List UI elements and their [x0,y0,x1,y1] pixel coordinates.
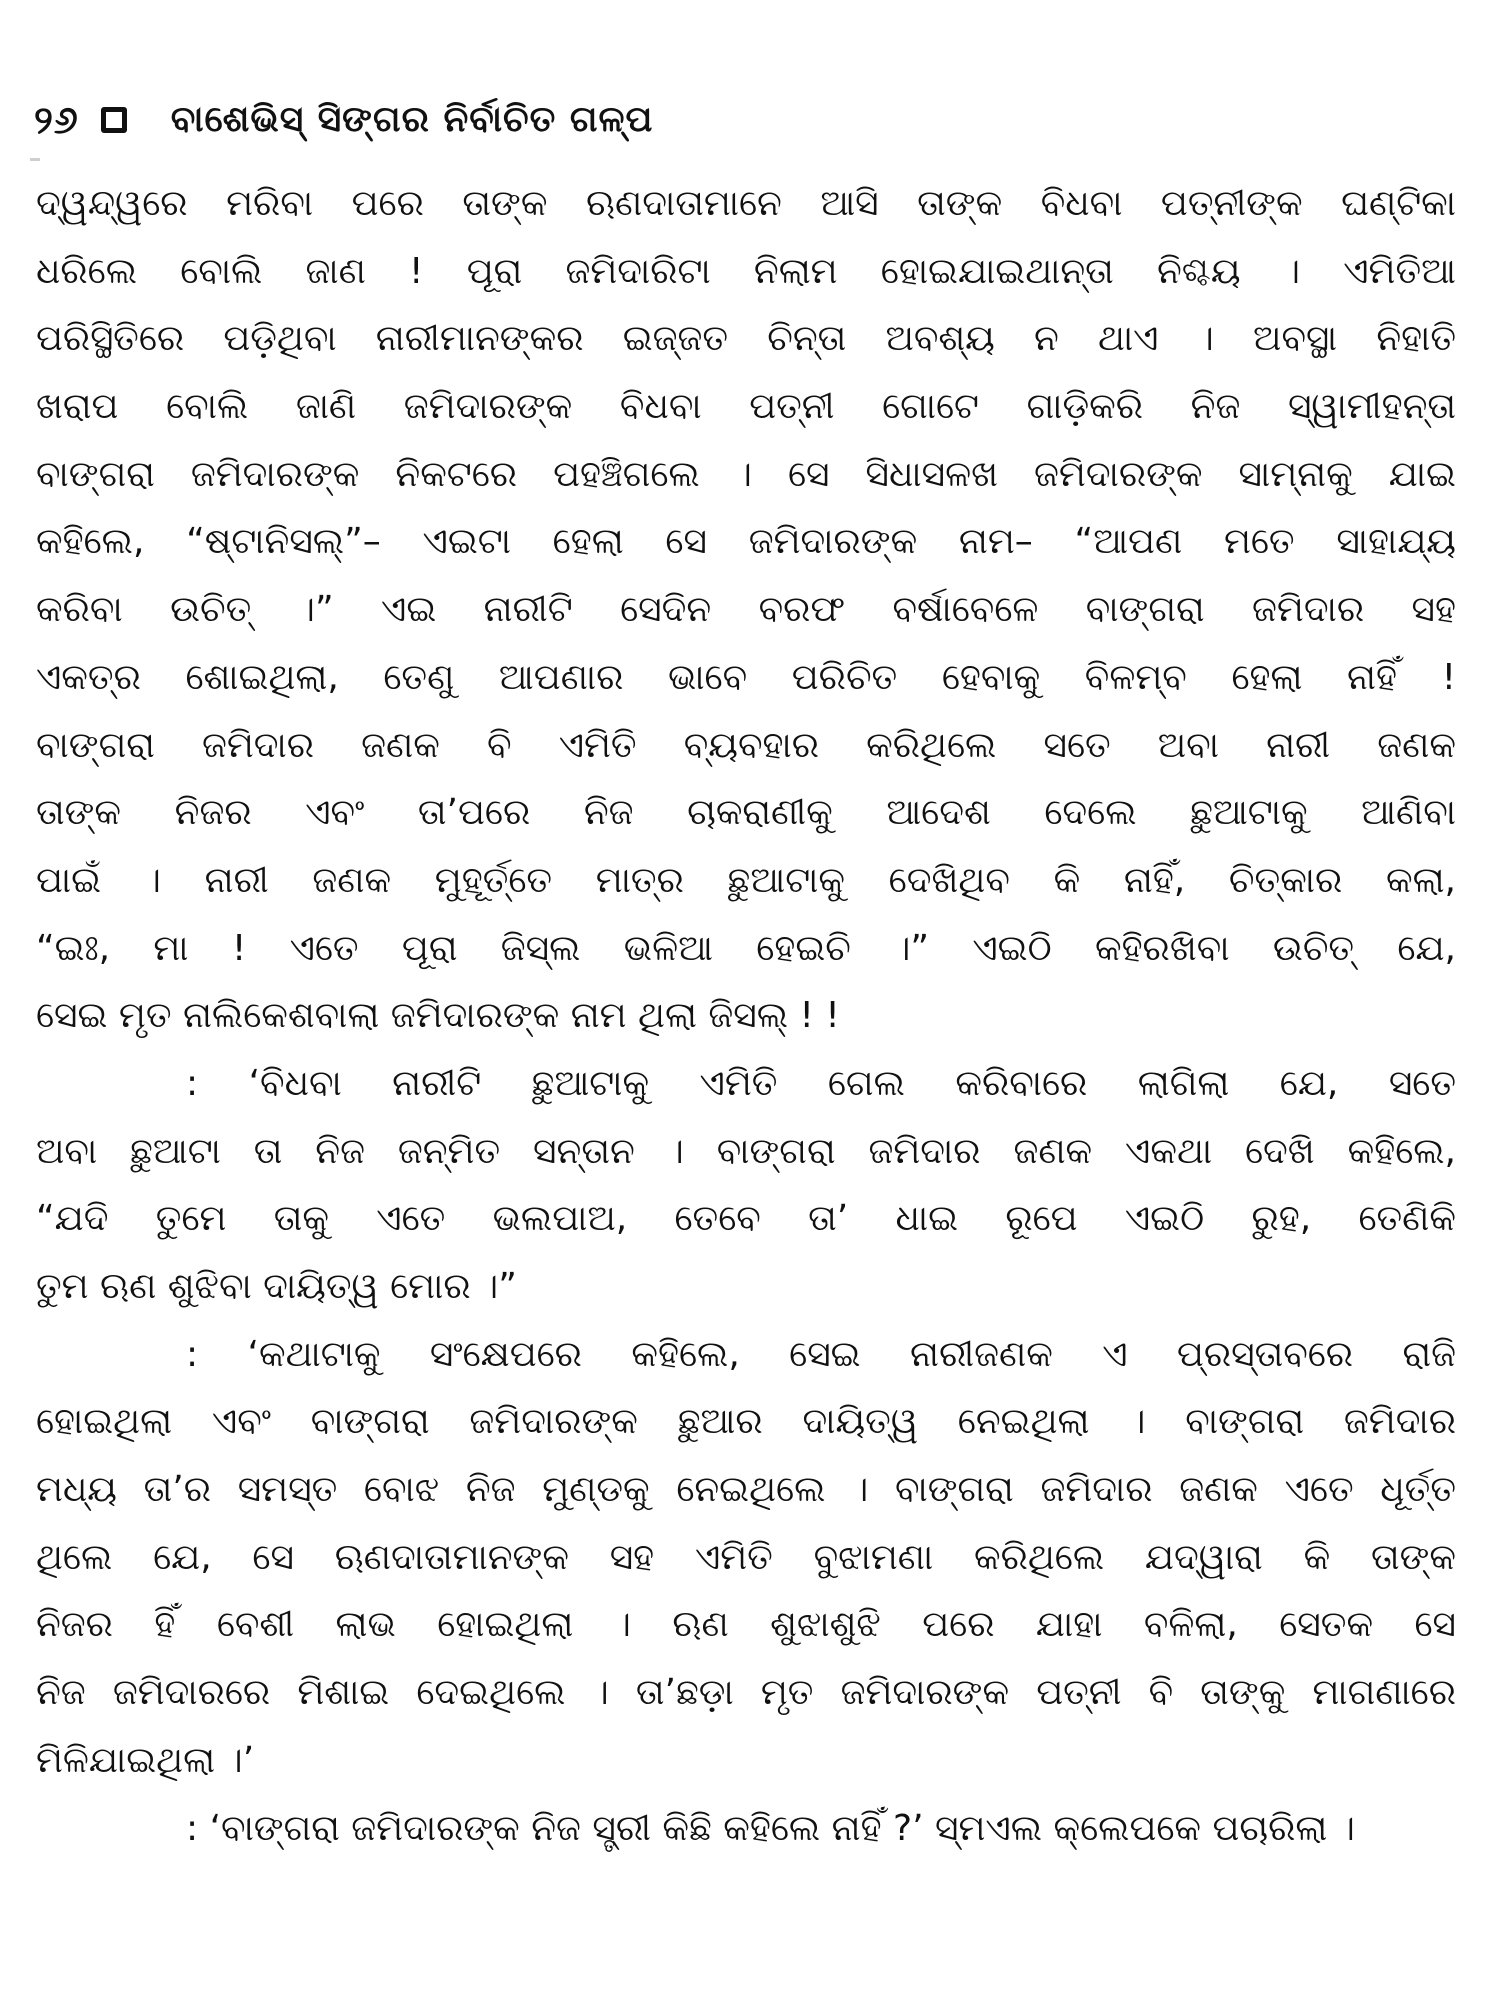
text-line: ଥିଲେ ଯେ, ସେ ଋଣଦାତାମାନଙ୍କ ସହ ଏମିତି ବୁଝାମଣା କରିଥିଲେ ଯଦ୍ୱାରା କି ତାଙ୍କ [36,1536,1456,1578]
text-line: ଧରିଲେ ବୋଲି ଜାଣ ! ପୂରା ଜମିଦାରିଟା ନିଲାମ ହୋଇଯାଇଥାନ୍ତା ନିଶ୍ଚୟ । ଏମିତିଆ [36,250,1456,292]
text-line: ପରିସ୍ଥିତିରେ ପଡ଼ିଥିବା ନାରୀମାନଙ୍କର ଇଜ୍ଜତ ଚିନ୍ତା ଅବଶ୍ୟ ନ ଥାଏ । ଅବସ୍ଥା ନିହାତି [36,318,1456,360]
text-line: ହୋଇଥିଲା ଏବଂ ବାଙ୍ଗରା ଜମିଦାରଙ୍କ ଛୁଆର ଦାୟିତ୍ୱ ନେଇଥିଲା । ବାଙ୍ଗରା ଜମିଦାର [36,1401,1456,1443]
text-line: ପାଇଁ । ନାରୀ ଜଣକ ମୁହୂର୍ତ୍ତେ ମାତ୍ର ଛୁଆଟାକୁ ଦେଖିଥିବ କି ନାହିଁ, ଚିତ୍କାର କଲା, [36,859,1456,901]
text-line: ମିଳିଯାଇଥିଲା ।’ [36,1739,255,1781]
page-header [34,95,653,145]
text-line: ଖରାପ ବୋଲି ଜାଣି ଜମିଦାରଙ୍କ ବିଧବା ପତ୍ନୀ ଗୋଟେ ଗାଡ଼ିକରି ନିଜ ସ୍ୱାମୀହନ୍ତା [36,386,1456,428]
text-line: କରିବା ଉଚିତ୍ ।” ଏଇ ନାରୀଟି ସେଦିନ ବରଫ ବର୍ଷାବେଳେ ବାଙ୍ଗରା ଜମିଦାର ସହ [36,589,1456,631]
text-line: ସେଇ ମୃତ ନାଲିକେଶବାଲା ଜମିଦାରଙ୍କ ନାମ ଥିଲା ଜିସଲ୍ ! ! [36,995,840,1037]
text-line: ବାଙ୍ଗରା ଜମିଦାର ଜଣକ ବି ଏମିତି ବ୍ୟବହାର କରିଥିଲେ ସତେ ଅବା ନାରୀ ଜଣକ [36,724,1456,766]
text-line: ତାଙ୍କ ନିଜର ଏବଂ ତା’ପରେ ନିଜ ଚାକରାଣୀକୁ ଆଦେଶ ଦେଲେ ଛୁଆଟାକୁ ଆଣିବା [36,792,1456,834]
paragraph-start-line: : ‘ବାଙ୍ଗରା ଜମିଦାରଙ୍କ ନିଜ ସ୍ତ୍ରୀ କିଛି କହିଲେ ନାହିଁ ?’ ସ୍ମଏଲ କ୍ଲେପକେ ପଚାରିଲା । [186,1807,1355,1849]
text-line: ଅବା ଛୁଆଟା ତା ନିଜ ଜନ୍ମିତ ସନ୍ତାନ । ବାଙ୍ଗରା ଜମିଦାର ଜଣକ ଏକଥା ଦେଖି କହିଲେ, [36,1130,1456,1172]
text-line: ନିଜର ହିଁ ବେଶୀ ଲାଭ ହୋଇଥିଲା । ଋଣ ଶୁଝାଶୁଝି ପରେ ଯାହା ବଳିଲା, ସେତକ ସେ [36,1604,1456,1646]
print-mark [30,158,40,161]
running-title: ବାଶେଭିସ୍ ସିଙ୍ଗର ନିର୍ବାଚିତ ଗଳ୍ପ [170,99,654,140]
text-line: ନିଜ ଜମିଦାରରେ ମିଶାଇ ଦେଇଥିଲେ । ତା’ଛଡ଼ା ମୃତ ଜମିଦାରଙ୍କ ପତ୍ନୀ ବି ତାଙ୍କୁ ମାଗଣାରେ [36,1672,1456,1714]
text-line: ବାଙ୍ଗରା ଜମିଦାରଙ୍କ ନିକଟରେ ପହଞ୍ଚିଗଲେ । ସେ ସିଧାସଳଖ ଜମିଦାରଙ୍କ ସାମ୍ନାକୁ ଯାଇ [36,453,1456,495]
text-line: ତୁମ ଋଣ ଶୁଝିବା ଦାୟିତ୍ୱ ମୋର ।” [36,1266,517,1307]
text-line: “ଇଃ, ମା ! ଏତେ ପୂରା ଜିସ୍‌ଲ ଭଳିଆ ହେଇଚି ।” ଏଇଠି କହିରଖିବା ଉଚିତ୍ ଯେ, [36,927,1456,969]
text-line: ମଧ୍ୟ ତା’ର ସମସ୍ତ ବୋଝ ନିଜ ମୁଣ୍ଡକୁ ନେଇଥିଲେ । ବାଙ୍ଗରା ଜମିଦାର ଜଣକ ଏତେ ଧୂର୍ତ୍ତ [36,1469,1456,1511]
text-line: ଦ୍ୱନ୍ଦ୍ୱରେ ମରିବା ପରେ ତାଙ୍କ ଋଣଦାତାମାନେ ଆସି ତାଙ୍କ ବିଧବା ପତ୍ନୀଙ୍କ ଘଣ୍ଟିକା [36,183,1456,224]
paragraph-start-line: : ‘ବିଧବା ନାରୀଟି ଛୁଆଟାକୁ ଏମିତି ଗେଲ କରିବାରେ ଲାଗିଲା ଯେ, ସତେ [186,1062,1456,1104]
text-line: ଏକତ୍ର ଶୋଇଥିଲା, ତେଣୁ ଆପଣାର ଭାବେ ପରିଚିତ ହେବାକୁ ବିଳମ୍ବ ହେଲା ନାହିଁ ! [36,656,1456,698]
page-number: ୨୬ [34,97,79,142]
body-text [36,170,1456,1862]
paragraph-start-line: : ‘କଥାଟାକୁ ସଂକ୍ଷେପରେ କହିଲେ, ସେଇ ନାରୀଜଣକ ଏ ପ୍ରସ୍ତାବରେ ରାଜି [186,1333,1456,1375]
square-box-icon [101,107,127,133]
text-line: କହିଲେ, “ଷ୍ଟାନିସଲ୍”– ଏଇଟା ହେଲା ସେ ଜମିଦାରଙ୍କ ନାମ– “ଆପଣ ମତେ ସାହାଯ୍ୟ [36,521,1456,563]
text-line: “ଯଦି ତୁମେ ତାକୁ ଏତେ ଭଲପାଅ, ତେବେ ତା’ ଧାଇ ରୂପେ ଏଇଠି ରୁହ, ତେଣିକି [36,1198,1456,1240]
